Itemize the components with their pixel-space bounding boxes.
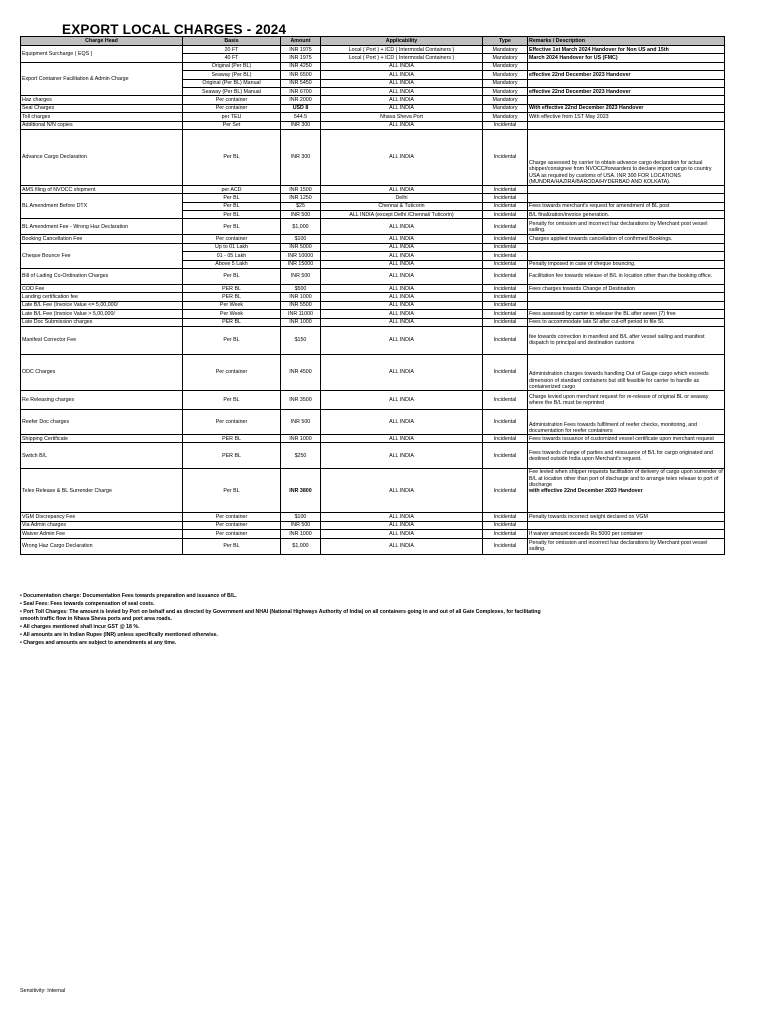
remarks-cell: Fees towards issuance of customized vessel certificate upon merchant request — [528, 434, 725, 442]
applicability-cell: ALL INDIA — [321, 129, 483, 185]
remarks-cell: B/L finalization/invoice generation. — [528, 211, 725, 219]
charge-head-cell: AMS filing of NVOCC shipment — [21, 185, 183, 193]
table-row — [21, 46, 725, 54]
remarks-bold-text: with effective 22nd December 2023 Handover — [529, 487, 643, 494]
table-row — [21, 354, 725, 390]
remarks-cell: Administration charges towards handling Out of Gauge cargo which exceeds dimension of standard containers but still feasible for carrier to handle as containerized cargo — [528, 354, 725, 390]
charge-head-cell: Waiver Admin Fee — [21, 530, 183, 538]
amount-cell: INR 4500 — [281, 354, 321, 390]
amount-cell: INR 6700 — [281, 87, 321, 95]
remarks-cell: Fees to accommodate late SI after cut-off period to file SI. — [528, 318, 725, 326]
type-cell: Mandatory — [483, 87, 528, 95]
charge-head-cell: Bill of Lading Co-Ordination Charges — [21, 269, 183, 285]
remarks-cell: Penalty for omission and incorrect haz declarations by Merchant post vessel sailing. — [528, 538, 725, 554]
remarks-cell: Charge levied upon merchant request for re-release of original BL or seaway where the B/L must be reprinted — [528, 390, 725, 409]
basis-cell: Per container — [183, 513, 281, 521]
remarks-cell: fee towards correction in manifest and B/L after vessel sailing and manifest dispatch to principal and destination customs — [528, 326, 725, 354]
type-cell: Incidental — [483, 185, 528, 193]
remarks-cell — [528, 243, 725, 251]
amount-cell: INR 3500 — [281, 390, 321, 409]
basis-cell: Above 5 Lakh — [183, 260, 281, 268]
type-cell: Mandatory — [483, 62, 528, 70]
header-remarks: Remarks / Description — [528, 37, 725, 46]
remarks-cell: Fees assessed by carrier to release the BL after seven (7) free — [528, 310, 725, 318]
applicability-cell: Chennai & Tuticorin — [321, 202, 483, 210]
applicability-cell: ALL INDIA — [321, 538, 483, 554]
table-row — [21, 269, 725, 285]
basis-cell: Per Week — [183, 310, 281, 318]
type-cell: Incidental — [483, 390, 528, 409]
type-cell: Incidental — [483, 219, 528, 235]
remarks-cell: Penalty for omission and incorrect haz declarations by Merchant post vessel sailing. — [528, 219, 725, 235]
table-row — [21, 409, 725, 434]
type-cell: Mandatory — [483, 46, 528, 54]
type-cell: Incidental — [483, 469, 528, 513]
charge-head-cell: Late B/L Fee (Invoice Value <= 5,00,000/ — [21, 301, 183, 309]
basis-cell: Per BL — [183, 269, 281, 285]
charge-head-cell: Reefer Doc charges — [21, 409, 183, 434]
note-line: • Seal Fees: Fees towards compensation of seal costs. — [20, 600, 155, 607]
applicability-cell: Delhi — [321, 194, 483, 202]
applicability-cell: ALL INDIA — [321, 71, 483, 79]
table-row — [21, 326, 725, 354]
type-cell: Incidental — [483, 260, 528, 268]
charge-head-cell: Toll charges — [21, 113, 183, 121]
amount-cell: 544.5 — [281, 113, 321, 121]
type-cell: Mandatory — [483, 113, 528, 121]
table-row — [21, 243, 725, 251]
applicability-cell: ALL INDIA (except Delhi /Chennai/ Tuticorin) — [321, 211, 483, 219]
charge-head-cell: Seal Charges — [21, 104, 183, 112]
basis-cell: Per BL — [183, 390, 281, 409]
amount-cell: INR 4250 — [281, 62, 321, 70]
basis-cell: Per BL — [183, 538, 281, 554]
table-row — [21, 129, 725, 185]
charge-head-cell: Booking Cancellation Fee — [21, 235, 183, 243]
amount-cell: $250 — [281, 443, 321, 469]
basis-cell: Per BL — [183, 219, 281, 235]
basis-cell: per TEU — [183, 113, 281, 121]
type-cell: Incidental — [483, 443, 528, 469]
table-row — [21, 513, 725, 521]
notes-section — [20, 593, 740, 648]
basis-cell: per ACD — [183, 185, 281, 193]
basis-cell: PER BL — [183, 318, 281, 326]
table-row — [21, 235, 725, 243]
type-cell: Incidental — [483, 243, 528, 251]
table-header-row — [21, 37, 725, 46]
type-cell: Incidental — [483, 521, 528, 529]
remarks-cell: Facilitation fee towards release of B/L in location other than the booking office. — [528, 269, 725, 285]
remarks-cell: Charges applied towards cancellation of confirmed Bookings. — [528, 235, 725, 243]
table-row — [21, 62, 725, 70]
basis-cell: Per container — [183, 104, 281, 112]
applicability-cell: ALL INDIA — [321, 269, 483, 285]
basis-cell: Per BL — [183, 469, 281, 513]
applicability-cell: ALL INDIA — [321, 354, 483, 390]
applicability-cell: ALL INDIA — [321, 326, 483, 354]
note-line: • Port Toll Charges: The amount is levied by Port on behalf and as directed by Government and NHAI (National Highways Authority of India) on all containers going in and out of all Gate Complexes, for facilitating — [20, 608, 541, 615]
type-cell: Incidental — [483, 513, 528, 521]
amount-cell: INR 300 — [281, 121, 321, 129]
basis-cell: PER BL — [183, 293, 281, 301]
basis-cell: Per Set — [183, 121, 281, 129]
remarks-cell: Penalty imposed in case of cheque bouncing. — [528, 260, 725, 268]
applicability-cell: Local ( Port ) + ICD ( Intermodal Containers ) — [321, 54, 483, 62]
charge-head-cell: Equipment Surcharge ( EQS ) — [21, 46, 183, 63]
charge-head-cell: VGM Discrepancy Fee — [21, 513, 183, 521]
table-row — [21, 121, 725, 129]
remarks-cell: Administration Fees towards fulfilment of reefer checks, monitoring, and documentation for reefer containers — [528, 409, 725, 434]
amount-cell: INR 5000 — [281, 243, 321, 251]
amount-cell: INR 1975 — [281, 54, 321, 62]
basis-cell: PER BL — [183, 434, 281, 442]
page-title: EXPORT LOCAL CHARGES - 2024 — [62, 22, 287, 37]
applicability-cell: ALL INDIA — [321, 79, 483, 87]
amount-cell: INR 10000 — [281, 252, 321, 260]
basis-cell: Original (Per BL) Manual — [183, 79, 281, 87]
charge-head-cell: Cheque Bounce Fee — [21, 243, 183, 268]
amount-cell: INR 15000 — [281, 260, 321, 268]
applicability-cell: Local ( Port ) + ICD ( Intermodal Containers ) — [321, 46, 483, 54]
table-row — [21, 96, 725, 104]
remarks-cell — [528, 185, 725, 193]
type-cell: Incidental — [483, 538, 528, 554]
type-cell: Incidental — [483, 434, 528, 442]
note-line: • All charges mentioned shall incur GST @ 18 %. — [20, 624, 140, 631]
type-cell: Mandatory — [483, 96, 528, 104]
header-charge-head: Charge Head — [21, 37, 183, 46]
table-row — [21, 538, 725, 554]
applicability-cell: ALL INDIA — [321, 185, 483, 193]
table-row — [21, 521, 725, 529]
charge-head-cell: Landing certification fee — [21, 293, 183, 301]
basis-cell: Per BL — [183, 211, 281, 219]
amount-cell: INR 500 — [281, 211, 321, 219]
amount-cell: $100 — [281, 235, 321, 243]
note-line: • Charges and amounts are subject to amendments at any time. — [20, 639, 177, 646]
charge-head-cell: ODC Charges — [21, 354, 183, 390]
applicability-cell: ALL INDIA — [321, 513, 483, 521]
basis-cell: Per container — [183, 96, 281, 104]
amount-cell: $1,000 — [281, 538, 321, 554]
table-row — [21, 293, 725, 301]
type-cell: Incidental — [483, 194, 528, 202]
basis-cell: Seaway (Per BL) — [183, 71, 281, 79]
basis-cell: Per BL — [183, 326, 281, 354]
applicability-cell: ALL INDIA — [321, 530, 483, 538]
type-cell: Incidental — [483, 301, 528, 309]
charge-head-cell: Late B/L Fee (Invoice Value > 5,00,000/ — [21, 310, 183, 318]
applicability-cell: Nhava Sheva Port — [321, 113, 483, 121]
charge-head-cell: Telex Release & BL Surrender Charge — [21, 469, 183, 513]
table-row — [21, 219, 725, 235]
applicability-cell: ALL INDIA — [321, 390, 483, 409]
charge-head-cell: Export Container Facilitation & Admin Charge — [21, 62, 183, 96]
basis-cell: Per container — [183, 235, 281, 243]
amount-cell: $25 — [281, 202, 321, 210]
applicability-cell: ALL INDIA — [321, 87, 483, 95]
amount-cell: INR 500 — [281, 409, 321, 434]
table-row — [21, 285, 725, 293]
type-cell: Incidental — [483, 202, 528, 210]
applicability-cell: ALL INDIA — [321, 243, 483, 251]
amount-cell: INR 11000 — [281, 310, 321, 318]
remarks-cell — [528, 293, 725, 301]
amount-cell: INR 6500 — [281, 71, 321, 79]
basis-cell: Original (Per BL) — [183, 62, 281, 70]
table-row — [21, 301, 725, 309]
applicability-cell: ALL INDIA — [321, 443, 483, 469]
applicability-cell: ALL INDIA — [321, 219, 483, 235]
amount-cell: USD 8 — [281, 104, 321, 112]
applicability-cell: ALL INDIA — [321, 434, 483, 442]
basis-cell: Per Week — [183, 301, 281, 309]
type-cell: Incidental — [483, 293, 528, 301]
amount-cell: $150 — [281, 326, 321, 354]
basis-cell: PER BL — [183, 285, 281, 293]
table-row — [21, 390, 725, 409]
charge-head-cell: Switch B/L — [21, 443, 183, 469]
basis-cell: Per BL — [183, 129, 281, 185]
type-cell: Incidental — [483, 310, 528, 318]
remarks-cell: Charge assessed by carrier to obtain advance cargo declaration for actual shipper/consignee from NVOCC/forwarders to declare import cargo to country USA as required by customs of USA. INR 300 FOR LOCATIONS (MUNDRA/HAZIRA/BARODA/HYDERBAD AND KOLKATA). — [528, 129, 725, 185]
header-applicability: Applicability — [321, 37, 483, 46]
basis-cell: Per BL — [183, 202, 281, 210]
table-row — [21, 310, 725, 318]
table-row — [21, 434, 725, 442]
remarks-cell: Effective 1st March 2024 Handover for Non US and 15th — [528, 46, 725, 54]
amount-cell: INR 1000 — [281, 318, 321, 326]
amount-cell: INR 3800 — [281, 469, 321, 513]
type-cell: Incidental — [483, 409, 528, 434]
applicability-cell: ALL INDIA — [321, 469, 483, 513]
remarks-cell: Fees towards merchant's request for amendment of BL post — [528, 202, 725, 210]
remarks-cell: effective 22nd December 2023 Handover — [528, 71, 725, 79]
applicability-cell: ALL INDIA — [321, 235, 483, 243]
remarks-cell — [528, 194, 725, 202]
type-cell: Incidental — [483, 269, 528, 285]
remarks-text: Fee levied when shipper requests facilitation of delivery of cargo upon surrender of B/L at location other than port of discharge and to arrange telex release to port of discharge — [529, 469, 723, 488]
applicability-cell: ALL INDIA — [321, 104, 483, 112]
type-cell: Incidental — [483, 129, 528, 185]
basis-cell: Per BL — [183, 194, 281, 202]
type-cell: Incidental — [483, 211, 528, 219]
remarks-cell: With effective from 1ST May 2023 — [528, 113, 725, 121]
charge-head-cell: Via Admin charges — [21, 521, 183, 529]
type-cell: Mandatory — [483, 79, 528, 87]
remarks-cell — [528, 301, 725, 309]
amount-cell: INR 300 — [281, 129, 321, 185]
amount-cell: $1,000 — [281, 219, 321, 235]
header-type: Type — [483, 37, 528, 46]
charge-head-cell: Haz charges — [21, 96, 183, 104]
type-cell: Mandatory — [483, 54, 528, 62]
type-cell: Incidental — [483, 326, 528, 354]
basis-cell: 01 - 05 Lakh — [183, 252, 281, 260]
header-basis: Basis — [183, 37, 281, 46]
table-row — [21, 469, 725, 513]
type-cell: Incidental — [483, 318, 528, 326]
basis-cell: 20 FT — [183, 46, 281, 54]
table-row — [21, 104, 725, 112]
applicability-cell: ALL INDIA — [321, 293, 483, 301]
remarks-cell: effective 22nd December 2023 Handover — [528, 87, 725, 95]
basis-cell: PER BL — [183, 443, 281, 469]
charge-head-cell: BL Amendment Before DTX — [21, 194, 183, 219]
remarks-cell — [528, 521, 725, 529]
basis-cell: 40 FT — [183, 54, 281, 62]
basis-cell: Per container — [183, 521, 281, 529]
applicability-cell: ALL INDIA — [321, 301, 483, 309]
sensitivity-label: Sensitivity: Internal — [20, 988, 66, 994]
amount-cell: INR 5450 — [281, 79, 321, 87]
note-line: • All amounts are in Indian Rupee (INR) unless specifically mentioned otherwise. — [20, 631, 218, 638]
amount-cell: INR 500 — [281, 521, 321, 529]
amount-cell: INR 1250 — [281, 194, 321, 202]
charge-head-cell: Wrong Haz Cargo Declaration — [21, 538, 183, 554]
amount-cell: INR 5500 — [281, 301, 321, 309]
basis-cell: Seaway (Per BL) Manual — [183, 87, 281, 95]
remarks-cell: Fees towards change of parties and reissuance of B/L for cargo originated and destined outside India upon Merchant's request. — [528, 443, 725, 469]
note-line: smooth traffic flow in Nhava Sheva ports and port area roads. — [20, 616, 172, 623]
type-cell: Incidental — [483, 252, 528, 260]
remarks-cell — [528, 96, 725, 104]
applicability-cell: ALL INDIA — [321, 121, 483, 129]
type-cell: Incidental — [483, 121, 528, 129]
remarks-cell — [528, 469, 725, 513]
applicability-cell: ALL INDIA — [321, 409, 483, 434]
applicability-cell: ALL INDIA — [321, 318, 483, 326]
remarks-cell: Fees charges towards Change of Destination — [528, 285, 725, 293]
type-cell: Incidental — [483, 530, 528, 538]
charge-head-cell: Shipping Certificate — [21, 434, 183, 442]
charge-head-cell: COD Fee — [21, 285, 183, 293]
applicability-cell: ALL INDIA — [321, 285, 483, 293]
applicability-cell: ALL INDIA — [321, 96, 483, 104]
applicability-cell: ALL INDIA — [321, 310, 483, 318]
charge-head-cell: BL Amendment Fee - Wrong Haz Declaration — [21, 219, 183, 235]
type-cell: Incidental — [483, 354, 528, 390]
charge-head-cell: Additional N/N copies — [21, 121, 183, 129]
charge-head-cell: Advance Cargo Declaration — [21, 129, 183, 185]
basis-cell: Per container — [183, 530, 281, 538]
charge-head-cell: Late Doc Submission charges — [21, 318, 183, 326]
amount-cell: INR 1500 — [281, 185, 321, 193]
amount-cell: $100 — [281, 513, 321, 521]
type-cell: Mandatory — [483, 71, 528, 79]
remarks-cell: March 2024 Handover for US (FMC) — [528, 54, 725, 62]
amount-cell: INR 1000 — [281, 293, 321, 301]
amount-cell: INR 500 — [281, 269, 321, 285]
basis-cell: Per container — [183, 409, 281, 434]
applicability-cell: ALL INDIA — [321, 62, 483, 70]
remarks-cell — [528, 79, 725, 87]
remarks-cell: Penalty towards incorrect weight declared on VGM — [528, 513, 725, 521]
remarks-cell — [528, 252, 725, 260]
type-cell: Mandatory — [483, 104, 528, 112]
table-row — [21, 443, 725, 469]
type-cell: Incidental — [483, 235, 528, 243]
basis-cell: Per container — [183, 354, 281, 390]
applicability-cell: ALL INDIA — [321, 252, 483, 260]
table-row — [21, 185, 725, 193]
table-row — [21, 530, 725, 538]
amount-cell: INR 1000 — [281, 434, 321, 442]
table-row — [21, 194, 725, 202]
table-row — [21, 318, 725, 326]
amount-cell: INR 2000 — [281, 96, 321, 104]
charge-head-cell: Manifest Corrector Fee — [21, 326, 183, 354]
amount-cell: $500 — [281, 285, 321, 293]
basis-cell: Up to 01 Lakh — [183, 243, 281, 251]
header-amount: Amount — [281, 37, 321, 46]
amount-cell: INR 1000 — [281, 530, 321, 538]
amount-cell: INR 1975 — [281, 46, 321, 54]
charge-head-cell: Re Releasing charges — [21, 390, 183, 409]
charges-table — [20, 36, 725, 555]
remarks-cell: With effective 22nd December 2023 Handover — [528, 104, 725, 112]
applicability-cell: ALL INDIA — [321, 521, 483, 529]
remarks-cell: If waiver amount exceeds Rs 5000 per container — [528, 530, 725, 538]
remarks-cell — [528, 62, 725, 70]
remarks-cell — [528, 121, 725, 129]
applicability-cell: ALL INDIA — [321, 260, 483, 268]
table-row — [21, 113, 725, 121]
type-cell: Incidental — [483, 285, 528, 293]
note-line: • Documentation charge: Documentation Fees towards preparation and issuance of B/L. — [20, 593, 237, 599]
